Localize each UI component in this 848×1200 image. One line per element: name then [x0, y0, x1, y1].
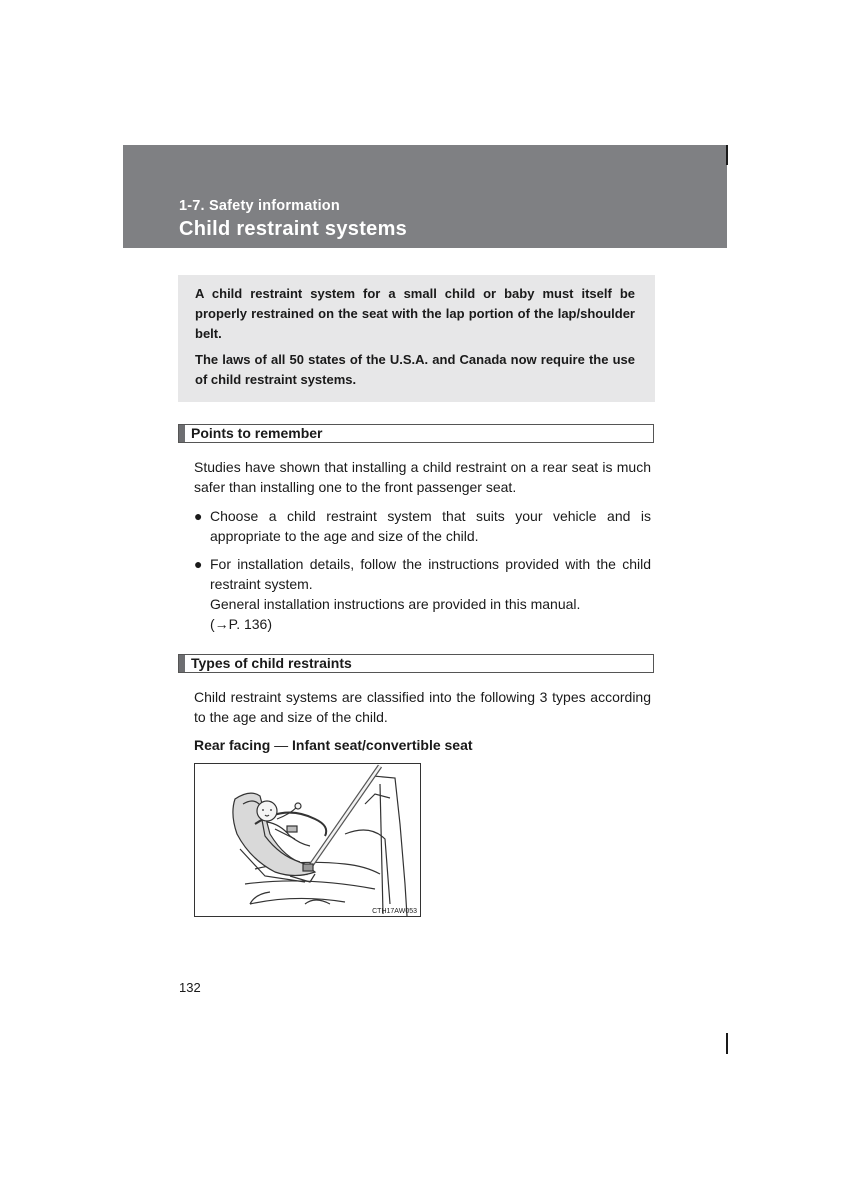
- subtitle-main: Rear facing: [194, 737, 271, 753]
- types-heading: Types of child restraints: [191, 655, 352, 671]
- points-heading: Points to remember: [191, 425, 323, 441]
- intro-paragraph-2: The laws of all 50 states of the U.S.A. and Canada now require the use of child restraint systems.: [195, 352, 635, 387]
- infant-seat-illustration: [194, 763, 421, 917]
- subtitle-dash: —: [274, 737, 289, 753]
- heading-bar: [179, 425, 185, 442]
- bullet-1-text: Choose a child restraint system that suits your vehicle and is appropriate to the age and size of the child.: [210, 508, 651, 544]
- bullet-icon: ●: [194, 556, 203, 572]
- intro-paragraph-1: A child restraint system for a small child or baby must itself be properly restrained on the seat with the lap portion of the lap/shoulder belt.: [195, 286, 635, 341]
- bullet-icon: ●: [194, 508, 203, 524]
- points-heading-box: [178, 424, 654, 443]
- bullet-item-1: [194, 506, 651, 546]
- bullet-item-2: [194, 554, 651, 634]
- types-heading-box: [178, 654, 654, 673]
- page-title: Child restraint systems: [179, 218, 408, 240]
- header-tick-mark: [726, 145, 728, 165]
- infant-seat-drawing: [195, 764, 420, 916]
- intro-box: [178, 275, 655, 402]
- bullet-2-main: For installation details, follow the instructions provided with the child restraint system.: [210, 556, 651, 592]
- page-reference-link[interactable]: (→P. 136): [210, 616, 272, 632]
- section-label: 1-7. Safety information: [179, 198, 340, 214]
- page-number: 132: [179, 980, 201, 995]
- types-text: Child restraint systems are classified into the following 3 types according to the age and size of the child.: [194, 689, 651, 725]
- rear-facing-subtitle: [194, 737, 473, 753]
- page-edge-tick: [726, 1033, 728, 1054]
- bullet-2-text: [210, 554, 651, 634]
- bullet-2-note: General installation instructions are provided in this manual.: [210, 596, 581, 612]
- subtitle-rest: Infant seat/convertible seat: [292, 737, 473, 753]
- points-text: Studies have shown that installing a child restraint on a rear seat is much safer than installing one to the front passenger seat.: [194, 459, 651, 495]
- heading-bar: [179, 655, 185, 672]
- figure-code: CTH17AW053: [372, 908, 417, 915]
